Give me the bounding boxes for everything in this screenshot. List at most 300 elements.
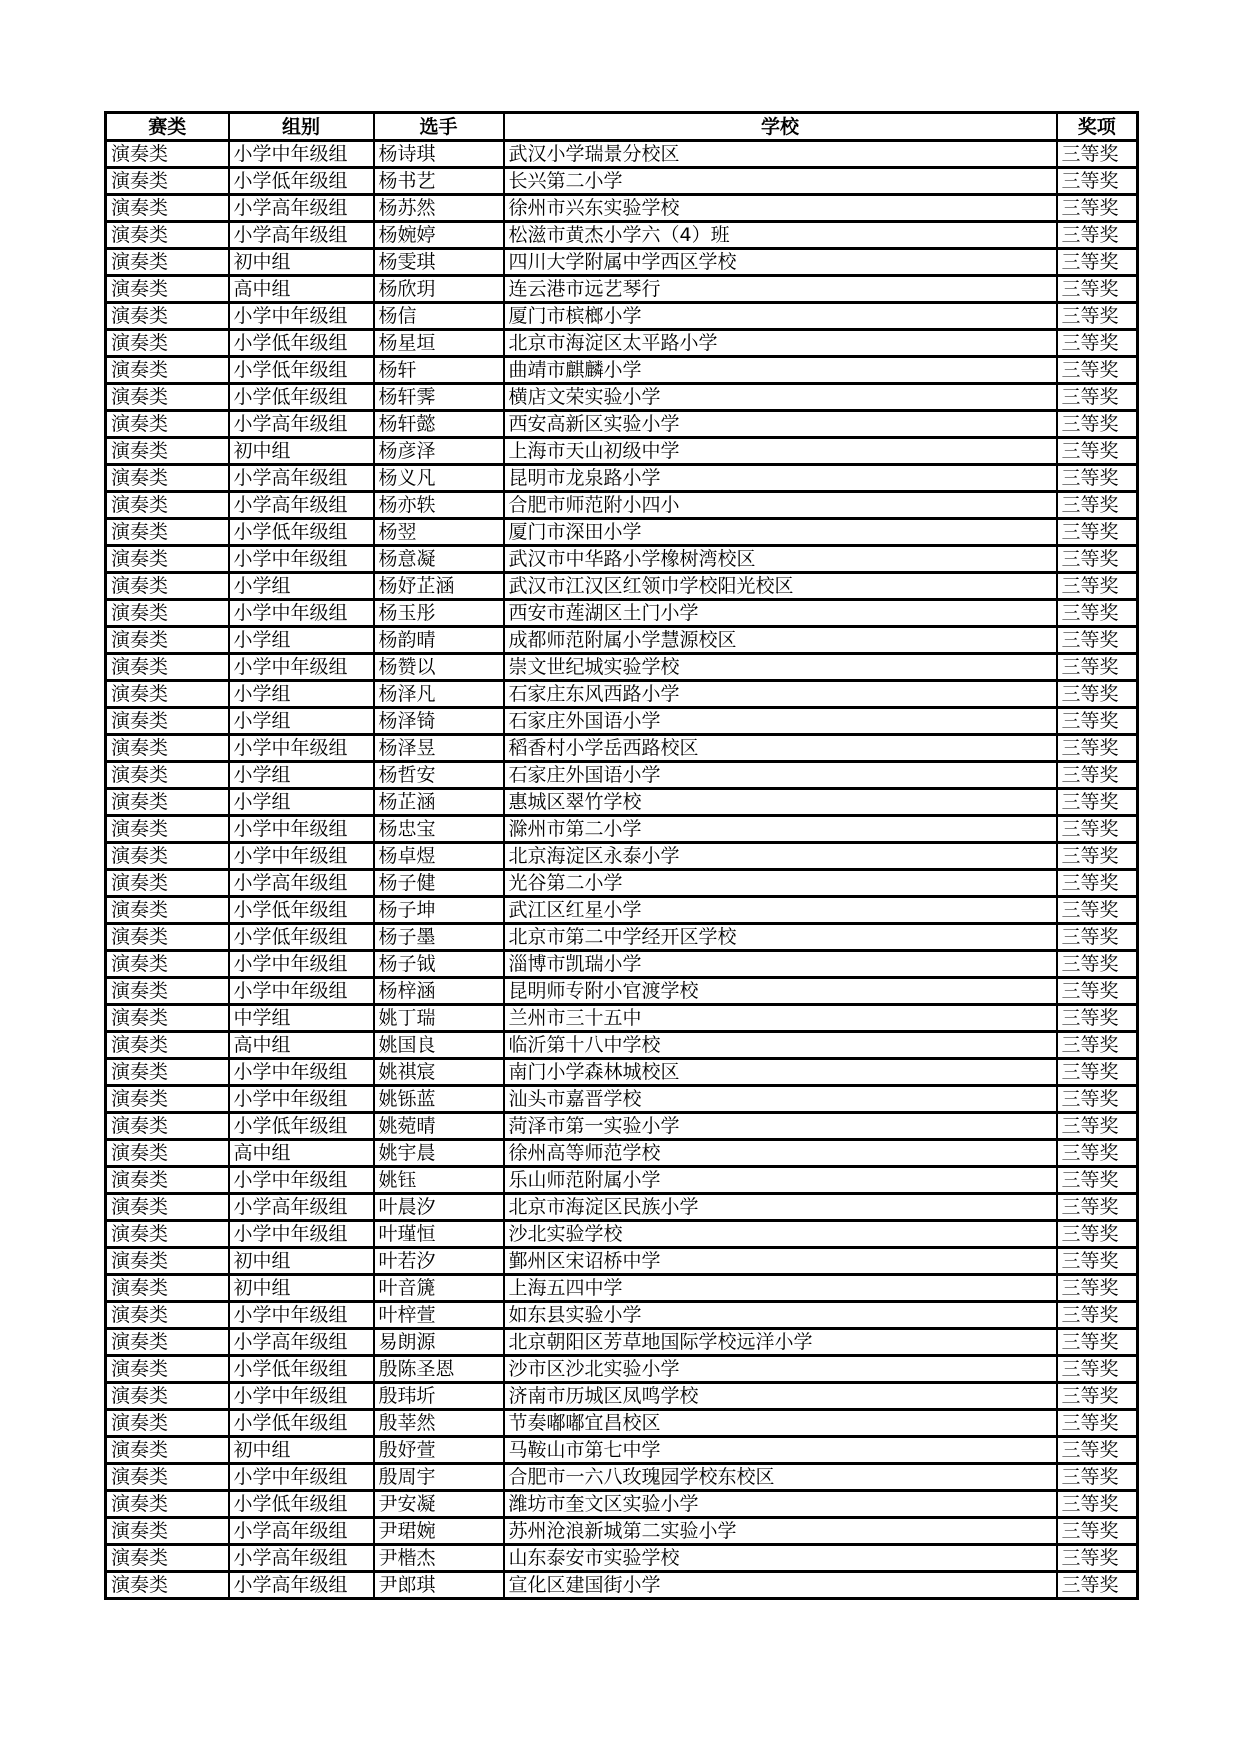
- table-row: [106, 600, 1138, 627]
- award-cell: 三等奖: [1057, 627, 1138, 654]
- table-row: [106, 762, 1138, 789]
- group-cell: 小学中年级组: [229, 1221, 374, 1248]
- award-cell: 三等奖: [1057, 276, 1138, 303]
- group-cell: 小学组: [229, 627, 374, 654]
- contestant-cell: 尹郎琪: [374, 1572, 504, 1599]
- table-row: [106, 924, 1138, 951]
- contestant-cell: 杨泽凡: [374, 681, 504, 708]
- table-row: [106, 330, 1138, 357]
- school-cell: 宣化区建国街小学: [504, 1572, 1057, 1599]
- table-row: [106, 1221, 1138, 1248]
- contestant-cell: 杨泽昱: [374, 735, 504, 762]
- table-row: [106, 1113, 1138, 1140]
- school-cell: 鄞州区宋诏桥中学: [504, 1248, 1057, 1275]
- table-row: [106, 1356, 1138, 1383]
- table-row: [106, 1410, 1138, 1437]
- group-cell: 初中组: [229, 1248, 374, 1275]
- school-cell: 徐州市兴东实验学校: [504, 195, 1057, 222]
- school-cell: 淄博市凯瑞小学: [504, 951, 1057, 978]
- category-cell: 演奏类: [106, 843, 229, 870]
- group-cell: 初中组: [229, 249, 374, 276]
- award-cell: 三等奖: [1057, 573, 1138, 600]
- group-cell: 小学中年级组: [229, 654, 374, 681]
- header-award: 奖项: [1057, 113, 1138, 141]
- contestant-cell: 杨子坤: [374, 897, 504, 924]
- school-cell: 惠城区翠竹学校: [504, 789, 1057, 816]
- group-cell: 小学低年级组: [229, 924, 374, 951]
- table-row: [106, 627, 1138, 654]
- award-cell: 三等奖: [1057, 735, 1138, 762]
- group-cell: 小学中年级组: [229, 546, 374, 573]
- group-cell: 初中组: [229, 438, 374, 465]
- table-row: [106, 1275, 1138, 1302]
- category-cell: 演奏类: [106, 249, 229, 276]
- award-cell: 三等奖: [1057, 222, 1138, 249]
- group-cell: 小学中年级组: [229, 951, 374, 978]
- school-cell: 连云港市远艺琴行: [504, 276, 1057, 303]
- category-cell: 演奏类: [106, 1005, 229, 1032]
- category-cell: 演奏类: [106, 195, 229, 222]
- award-cell: 三等奖: [1057, 1140, 1138, 1167]
- table-row: [106, 1572, 1138, 1599]
- award-cell: 三等奖: [1057, 1194, 1138, 1221]
- group-cell: 小学低年级组: [229, 1491, 374, 1518]
- table-row: [106, 1491, 1138, 1518]
- school-cell: 昆明师专附小官渡学校: [504, 978, 1057, 1005]
- table-row: [106, 411, 1138, 438]
- category-cell: 演奏类: [106, 1059, 229, 1086]
- contestant-cell: 杨妤芷涵: [374, 573, 504, 600]
- category-cell: 演奏类: [106, 1086, 229, 1113]
- category-cell: 演奏类: [106, 303, 229, 330]
- contestant-cell: 杨信: [374, 303, 504, 330]
- header-category: 赛类: [106, 113, 229, 141]
- table-row: [106, 249, 1138, 276]
- table-row: [106, 141, 1138, 168]
- header-contestant: 选手: [374, 113, 504, 141]
- group-cell: 小学中年级组: [229, 303, 374, 330]
- table-row: [106, 1302, 1138, 1329]
- table-row: [106, 816, 1138, 843]
- contestant-cell: 杨轩霁: [374, 384, 504, 411]
- award-cell: 三等奖: [1057, 1491, 1138, 1518]
- contestant-cell: 杨玉彤: [374, 600, 504, 627]
- school-cell: 武汉小学瑞景分校区: [504, 141, 1057, 168]
- category-cell: 演奏类: [106, 924, 229, 951]
- category-cell: 演奏类: [106, 870, 229, 897]
- contestant-cell: 叶若汐: [374, 1248, 504, 1275]
- group-cell: 高中组: [229, 1032, 374, 1059]
- category-cell: 演奏类: [106, 1275, 229, 1302]
- award-cell: 三等奖: [1057, 870, 1138, 897]
- group-cell: 小学高年级组: [229, 1329, 374, 1356]
- table-row: [106, 843, 1138, 870]
- header-school: 学校: [504, 113, 1057, 141]
- contestant-cell: 杨星垣: [374, 330, 504, 357]
- group-cell: 小学中年级组: [229, 1167, 374, 1194]
- category-cell: 演奏类: [106, 546, 229, 573]
- category-cell: 演奏类: [106, 681, 229, 708]
- contestant-cell: 姚宇晨: [374, 1140, 504, 1167]
- table-row: [106, 1437, 1138, 1464]
- category-cell: 演奏类: [106, 789, 229, 816]
- group-cell: 高中组: [229, 276, 374, 303]
- table-row: [106, 303, 1138, 330]
- awards-table: [104, 111, 1139, 1600]
- award-cell: 三等奖: [1057, 1086, 1138, 1113]
- table-row: [106, 438, 1138, 465]
- group-cell: 小学低年级组: [229, 1410, 374, 1437]
- table-row: [106, 1464, 1138, 1491]
- school-cell: 武汉市中华路小学橡树湾校区: [504, 546, 1057, 573]
- category-cell: 演奏类: [106, 1032, 229, 1059]
- contestant-cell: 杨亦轶: [374, 492, 504, 519]
- table-row: [106, 276, 1138, 303]
- table-row: [106, 384, 1138, 411]
- award-cell: 三等奖: [1057, 1545, 1138, 1572]
- category-cell: 演奏类: [106, 384, 229, 411]
- category-cell: 演奏类: [106, 951, 229, 978]
- group-cell: 初中组: [229, 1275, 374, 1302]
- category-cell: 演奏类: [106, 1167, 229, 1194]
- award-cell: 三等奖: [1057, 951, 1138, 978]
- group-cell: 小学中年级组: [229, 141, 374, 168]
- school-cell: 北京市第二中学经开区学校: [504, 924, 1057, 951]
- award-cell: 三等奖: [1057, 1437, 1138, 1464]
- group-cell: 小学中年级组: [229, 735, 374, 762]
- group-cell: 小学低年级组: [229, 168, 374, 195]
- group-cell: 小学低年级组: [229, 519, 374, 546]
- contestant-cell: 姚钰: [374, 1167, 504, 1194]
- group-cell: 小学中年级组: [229, 1383, 374, 1410]
- award-cell: 三等奖: [1057, 1572, 1138, 1599]
- award-cell: 三等奖: [1057, 654, 1138, 681]
- contestant-cell: 姚祺宸: [374, 1059, 504, 1086]
- group-cell: 小学中年级组: [229, 816, 374, 843]
- award-cell: 三等奖: [1057, 249, 1138, 276]
- category-cell: 演奏类: [106, 735, 229, 762]
- award-cell: 三等奖: [1057, 1464, 1138, 1491]
- table-row: [106, 519, 1138, 546]
- award-cell: 三等奖: [1057, 1329, 1138, 1356]
- category-cell: 演奏类: [106, 411, 229, 438]
- category-cell: 演奏类: [106, 1545, 229, 1572]
- school-cell: 如东县实验小学: [504, 1302, 1057, 1329]
- category-cell: 演奏类: [106, 222, 229, 249]
- group-cell: 中学组: [229, 1005, 374, 1032]
- group-cell: 小学高年级组: [229, 195, 374, 222]
- contestant-cell: 姚国良: [374, 1032, 504, 1059]
- school-cell: 横店文荣实验小学: [504, 384, 1057, 411]
- contestant-cell: 殷玮圻: [374, 1383, 504, 1410]
- school-cell: 西安市莲湖区土门小学: [504, 600, 1057, 627]
- school-cell: 汕头市嘉晋学校: [504, 1086, 1057, 1113]
- table-header-row: [106, 113, 1138, 141]
- award-cell: 三等奖: [1057, 330, 1138, 357]
- table-row: [106, 195, 1138, 222]
- contestant-cell: 杨卓煜: [374, 843, 504, 870]
- category-cell: 演奏类: [106, 1572, 229, 1599]
- category-cell: 演奏类: [106, 573, 229, 600]
- category-cell: 演奏类: [106, 1329, 229, 1356]
- group-cell: 小学高年级组: [229, 870, 374, 897]
- table-row: [106, 168, 1138, 195]
- group-cell: 小学组: [229, 681, 374, 708]
- category-cell: 演奏类: [106, 1437, 229, 1464]
- school-cell: 沙北实验学校: [504, 1221, 1057, 1248]
- contestant-cell: 杨雯琪: [374, 249, 504, 276]
- award-cell: 三等奖: [1057, 384, 1138, 411]
- group-cell: 小学组: [229, 789, 374, 816]
- group-cell: 小学低年级组: [229, 1356, 374, 1383]
- award-cell: 三等奖: [1057, 897, 1138, 924]
- group-cell: 小学低年级组: [229, 897, 374, 924]
- group-cell: 小学低年级组: [229, 330, 374, 357]
- contestant-cell: 杨梓涵: [374, 978, 504, 1005]
- school-cell: 石家庄外国语小学: [504, 762, 1057, 789]
- contestant-cell: 杨忠宝: [374, 816, 504, 843]
- group-cell: 小学中年级组: [229, 600, 374, 627]
- category-cell: 演奏类: [106, 708, 229, 735]
- award-cell: 三等奖: [1057, 303, 1138, 330]
- group-cell: 小学高年级组: [229, 222, 374, 249]
- contestant-cell: 杨哲安: [374, 762, 504, 789]
- category-cell: 演奏类: [106, 330, 229, 357]
- contestant-cell: 杨赞以: [374, 654, 504, 681]
- school-cell: 武江区红星小学: [504, 897, 1057, 924]
- school-cell: 厦门市槟榔小学: [504, 303, 1057, 330]
- category-cell: 演奏类: [106, 1410, 229, 1437]
- school-cell: 石家庄东风西路小学: [504, 681, 1057, 708]
- award-cell: 三等奖: [1057, 357, 1138, 384]
- school-cell: 菏泽市第一实验小学: [504, 1113, 1057, 1140]
- contestant-cell: 杨诗琪: [374, 141, 504, 168]
- category-cell: 演奏类: [106, 816, 229, 843]
- table-row: [106, 951, 1138, 978]
- contestant-cell: 尹珺婉: [374, 1518, 504, 1545]
- school-cell: 松滋市黄杰小学六（4）班: [504, 222, 1057, 249]
- contestant-cell: 杨子健: [374, 870, 504, 897]
- category-cell: 演奏类: [106, 1221, 229, 1248]
- category-cell: 演奏类: [106, 762, 229, 789]
- category-cell: 演奏类: [106, 1383, 229, 1410]
- award-cell: 三等奖: [1057, 1005, 1138, 1032]
- category-cell: 演奏类: [106, 168, 229, 195]
- table-row: [106, 1059, 1138, 1086]
- school-cell: 马鞍山市第七中学: [504, 1437, 1057, 1464]
- category-cell: 演奏类: [106, 276, 229, 303]
- category-cell: 演奏类: [106, 654, 229, 681]
- contestant-cell: 杨欣玥: [374, 276, 504, 303]
- category-cell: 演奏类: [106, 978, 229, 1005]
- category-cell: 演奏类: [106, 357, 229, 384]
- award-cell: 三等奖: [1057, 141, 1138, 168]
- award-cell: 三等奖: [1057, 843, 1138, 870]
- school-cell: 昆明市龙泉路小学: [504, 465, 1057, 492]
- contestant-cell: 姚丁瑞: [374, 1005, 504, 1032]
- table-row: [106, 897, 1138, 924]
- category-cell: 演奏类: [106, 1140, 229, 1167]
- award-cell: 三等奖: [1057, 816, 1138, 843]
- group-cell: 小学高年级组: [229, 1194, 374, 1221]
- category-cell: 演奏类: [106, 141, 229, 168]
- contestant-cell: 杨彦泽: [374, 438, 504, 465]
- award-cell: 三等奖: [1057, 1167, 1138, 1194]
- contestant-cell: 杨轩: [374, 357, 504, 384]
- table-row: [106, 681, 1138, 708]
- award-cell: 三等奖: [1057, 1518, 1138, 1545]
- award-cell: 三等奖: [1057, 762, 1138, 789]
- table-row: [106, 735, 1138, 762]
- category-cell: 演奏类: [106, 465, 229, 492]
- contestant-cell: 杨意凝: [374, 546, 504, 573]
- school-cell: 徐州高等师范学校: [504, 1140, 1057, 1167]
- contestant-cell: 殷陈圣恩: [374, 1356, 504, 1383]
- school-cell: 南门小学森林城校区: [504, 1059, 1057, 1086]
- table-row: [106, 1140, 1138, 1167]
- school-cell: 北京朝阳区芳草地国际学校远洋小学: [504, 1329, 1057, 1356]
- award-cell: 三等奖: [1057, 1302, 1138, 1329]
- school-cell: 长兴第二小学: [504, 168, 1057, 195]
- contestant-cell: 叶梓萱: [374, 1302, 504, 1329]
- award-cell: 三等奖: [1057, 438, 1138, 465]
- contestant-cell: 杨翌: [374, 519, 504, 546]
- table-row: [106, 978, 1138, 1005]
- table-row: [106, 654, 1138, 681]
- award-cell: 三等奖: [1057, 1356, 1138, 1383]
- category-cell: 演奏类: [106, 897, 229, 924]
- award-cell: 三等奖: [1057, 1275, 1138, 1302]
- school-cell: 厦门市深田小学: [504, 519, 1057, 546]
- category-cell: 演奏类: [106, 1248, 229, 1275]
- table-row: [106, 1518, 1138, 1545]
- contestant-cell: 叶晨汐: [374, 1194, 504, 1221]
- category-cell: 演奏类: [106, 1302, 229, 1329]
- award-cell: 三等奖: [1057, 600, 1138, 627]
- category-cell: 演奏类: [106, 1356, 229, 1383]
- contestant-cell: 叶瑾恒: [374, 1221, 504, 1248]
- category-cell: 演奏类: [106, 1491, 229, 1518]
- school-cell: 崇文世纪城实验学校: [504, 654, 1057, 681]
- group-cell: 小学中年级组: [229, 1302, 374, 1329]
- category-cell: 演奏类: [106, 1113, 229, 1140]
- table-row: [106, 789, 1138, 816]
- school-cell: 节奏嘟嘟宜昌校区: [504, 1410, 1057, 1437]
- group-cell: 小学组: [229, 573, 374, 600]
- school-cell: 合肥市师范附小四小: [504, 492, 1057, 519]
- school-cell: 临沂第十八中学校: [504, 1032, 1057, 1059]
- group-cell: 小学中年级组: [229, 1059, 374, 1086]
- school-cell: 四川大学附属中学西区学校: [504, 249, 1057, 276]
- award-cell: 三等奖: [1057, 1221, 1138, 1248]
- group-cell: 小学高年级组: [229, 1518, 374, 1545]
- group-cell: 小学高年级组: [229, 492, 374, 519]
- school-cell: 武汉市江汉区红领巾学校阳光校区: [504, 573, 1057, 600]
- award-cell: 三等奖: [1057, 789, 1138, 816]
- school-cell: 北京市海淀区民族小学: [504, 1194, 1057, 1221]
- group-cell: 小学低年级组: [229, 357, 374, 384]
- award-cell: 三等奖: [1057, 1032, 1138, 1059]
- school-cell: 曲靖市麒麟小学: [504, 357, 1057, 384]
- table-row: [106, 546, 1138, 573]
- award-cell: 三等奖: [1057, 1248, 1138, 1275]
- award-cell: 三等奖: [1057, 1113, 1138, 1140]
- contestant-cell: 叶音篪: [374, 1275, 504, 1302]
- contestant-cell: 杨芷涵: [374, 789, 504, 816]
- group-cell: 小学中年级组: [229, 1464, 374, 1491]
- award-cell: 三等奖: [1057, 1410, 1138, 1437]
- group-cell: 小学组: [229, 762, 374, 789]
- group-cell: 小学高年级组: [229, 1545, 374, 1572]
- table-row: [106, 1329, 1138, 1356]
- table-row: [106, 465, 1138, 492]
- contestant-cell: 殷周宇: [374, 1464, 504, 1491]
- contestant-cell: 杨婉婷: [374, 222, 504, 249]
- school-cell: 北京市海淀区太平路小学: [504, 330, 1057, 357]
- award-cell: 三等奖: [1057, 708, 1138, 735]
- table-row: [106, 1383, 1138, 1410]
- table-row: [106, 1248, 1138, 1275]
- school-cell: 乐山师范附属小学: [504, 1167, 1057, 1194]
- school-cell: 上海市天山初级中学: [504, 438, 1057, 465]
- contestant-cell: 杨轩懿: [374, 411, 504, 438]
- group-cell: 小学高年级组: [229, 1572, 374, 1599]
- group-cell: 小学高年级组: [229, 411, 374, 438]
- category-cell: 演奏类: [106, 1194, 229, 1221]
- contestant-cell: 杨子墨: [374, 924, 504, 951]
- contestant-cell: 杨义凡: [374, 465, 504, 492]
- school-cell: 合肥市一六八玫瑰园学校东校区: [504, 1464, 1057, 1491]
- school-cell: 兰州市三十五中: [504, 1005, 1057, 1032]
- school-cell: 沙市区沙北实验小学: [504, 1356, 1057, 1383]
- award-cell: 三等奖: [1057, 492, 1138, 519]
- school-cell: 成都师范附属小学慧源校区: [504, 627, 1057, 654]
- group-cell: 初中组: [229, 1437, 374, 1464]
- award-cell: 三等奖: [1057, 411, 1138, 438]
- contestant-cell: 尹楷杰: [374, 1545, 504, 1572]
- table-row: [106, 708, 1138, 735]
- table-row: [106, 1032, 1138, 1059]
- contestant-cell: 姚铄蓝: [374, 1086, 504, 1113]
- group-cell: 高中组: [229, 1140, 374, 1167]
- school-cell: 潍坊市奎文区实验小学: [504, 1491, 1057, 1518]
- group-cell: 小学中年级组: [229, 1086, 374, 1113]
- award-cell: 三等奖: [1057, 681, 1138, 708]
- contestant-cell: 杨子钺: [374, 951, 504, 978]
- group-cell: 小学低年级组: [229, 384, 374, 411]
- award-cell: 三等奖: [1057, 1383, 1138, 1410]
- table-row: [106, 1086, 1138, 1113]
- school-cell: 光谷第二小学: [504, 870, 1057, 897]
- award-cell: 三等奖: [1057, 465, 1138, 492]
- contestant-cell: 易朗源: [374, 1329, 504, 1356]
- category-cell: 演奏类: [106, 1518, 229, 1545]
- category-cell: 演奏类: [106, 627, 229, 654]
- table-row: [106, 1545, 1138, 1572]
- contestant-cell: 姚菀晴: [374, 1113, 504, 1140]
- school-cell: 滁州市第二小学: [504, 816, 1057, 843]
- category-cell: 演奏类: [106, 519, 229, 546]
- contestant-cell: 殷妤萱: [374, 1437, 504, 1464]
- group-cell: 小学中年级组: [229, 843, 374, 870]
- category-cell: 演奏类: [106, 492, 229, 519]
- award-cell: 三等奖: [1057, 546, 1138, 573]
- category-cell: 演奏类: [106, 438, 229, 465]
- contestant-cell: 殷莘然: [374, 1410, 504, 1437]
- table-row: [106, 357, 1138, 384]
- award-cell: 三等奖: [1057, 1059, 1138, 1086]
- school-cell: 稻香村小学岳西路校区: [504, 735, 1057, 762]
